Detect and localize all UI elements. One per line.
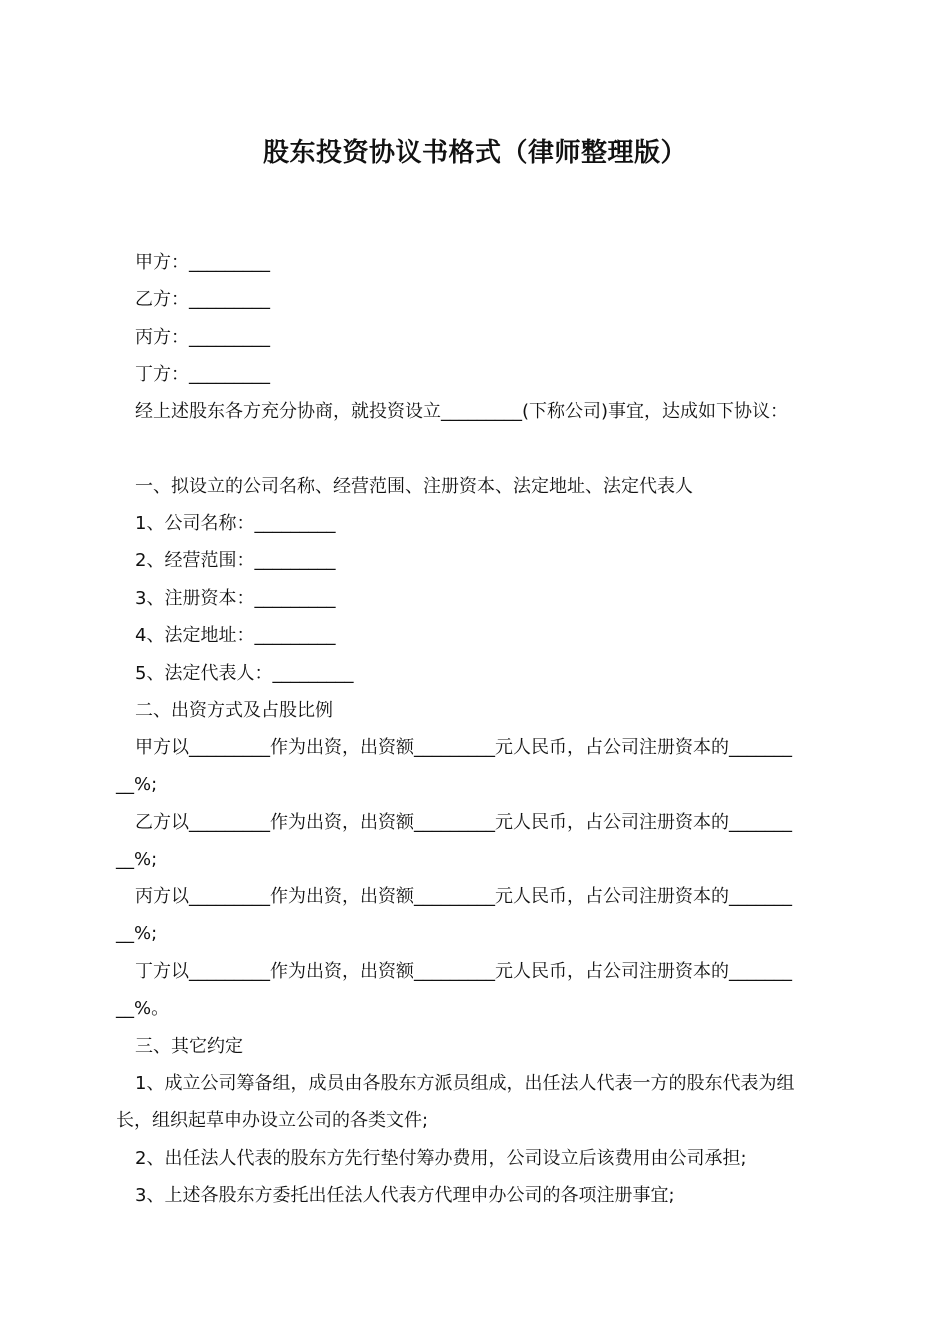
contribution-a-line1: 甲方以_________作为出资，出资额_________元人民币，占公司注册资本的_______: [135, 737, 792, 758]
preamble: 经上述股东各方充分协商，就投资设立_________(下称公司)事宜，达成如下协议：: [135, 401, 789, 422]
section-1-heading: 一、拟设立的公司名称、经营范围、注册资本、法定地址、法定代表人: [135, 476, 693, 497]
contribution-c-line1: 丙方以_________作为出资，出资额_________元人民币，占公司注册资本的_______: [135, 886, 792, 907]
other-terms-1-line1: 1、成立公司筹备组，成员由各股东方派员组成，出任法人代表一方的股东代表为组: [135, 1073, 795, 1094]
registered-capital-line: 3、注册资本：_________: [135, 588, 336, 609]
document-title: 股东投资协议书格式（律师整理版）: [262, 138, 687, 168]
contribution-d-line2: __%。: [116, 998, 170, 1019]
section-2-heading: 二、出资方式及占股比例: [135, 700, 333, 721]
legal-representative-line: 5、法定代表人：_________: [135, 663, 354, 684]
legal-address-line: 4、法定地址：_________: [135, 625, 336, 646]
contribution-c-line2: __%;: [116, 923, 158, 944]
section-3-heading: 三、其它约定: [135, 1036, 243, 1057]
company-name-line: 1、公司名称：_________: [135, 513, 336, 534]
contribution-a-line2: __%;: [116, 774, 158, 795]
contribution-b-line2: __%;: [116, 849, 158, 870]
party-d-line: 丁方：_________: [135, 364, 270, 385]
party-b-line: 乙方：_________: [135, 289, 270, 310]
other-terms-3: 3、上述各股东方委托出任法人代表方代理申办公司的各项注册事宜;: [135, 1185, 675, 1206]
contribution-b-line1: 乙方以_________作为出资，出资额_________元人民币，占公司注册资本的_______: [135, 812, 792, 833]
party-c-line: 丙方：_________: [135, 327, 270, 348]
party-a-line: 甲方：_________: [135, 252, 270, 273]
other-terms-1-line2: 长，组织起草申办设立公司的各类文件;: [116, 1110, 429, 1131]
contribution-d-line1: 丁方以_________作为出资，出资额_________元人民币，占公司注册资本的_______: [135, 961, 792, 982]
other-terms-2: 2、出任法人代表的股东方先行垫付筹办费用，公司设立后该费用由公司承担;: [135, 1148, 747, 1169]
business-scope-line: 2、经营范围：_________: [135, 550, 336, 571]
